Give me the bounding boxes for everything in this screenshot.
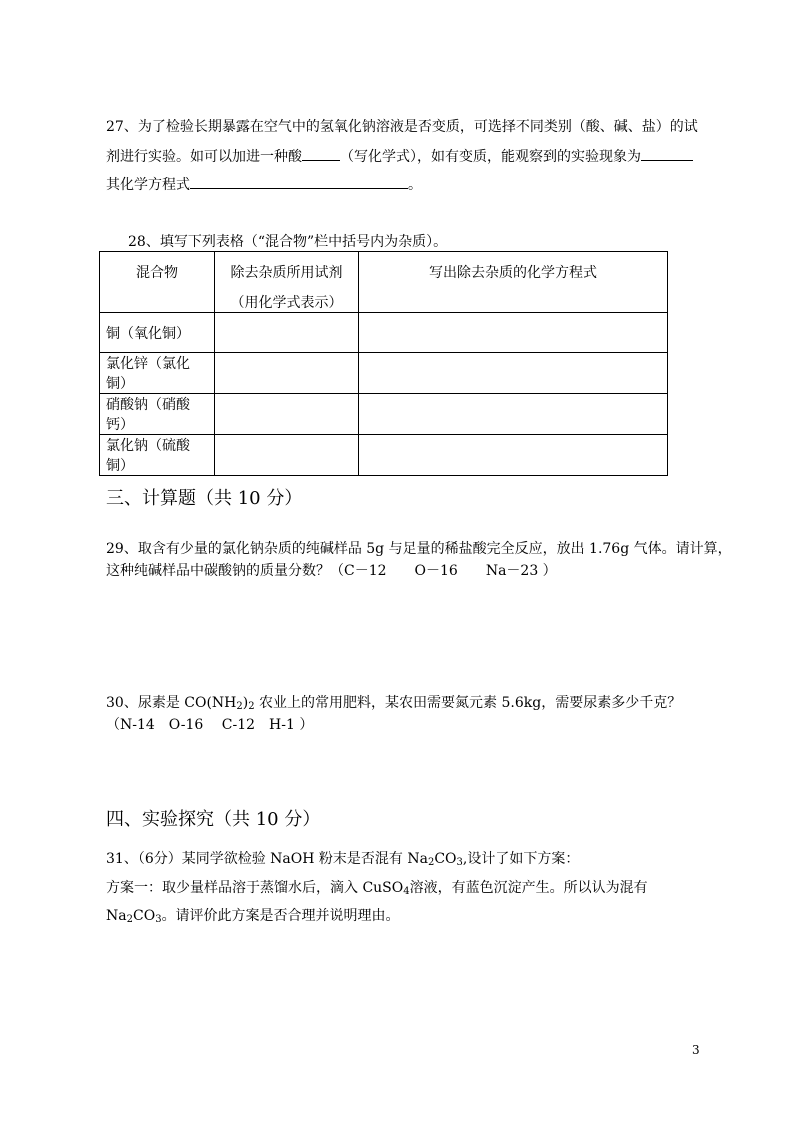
mixture-cell: 氯化锌（氯化铜）	[100, 353, 215, 394]
section-calculation-heading: 三、计算题（共 10 分）	[106, 488, 303, 509]
q27-line2: 剂进行实验。如可以加进一种酸 （写化学式），如有变质，能观察到的实验现象为	[106, 146, 693, 166]
reagent-cell[interactable]	[215, 435, 359, 476]
q29-line2: 这种纯碱样品中碳酸钠的质量分数？（C－12 O－16 Na－23 ）	[106, 563, 557, 579]
q28-title: 28、填写下列表格（“混合物”栏中括号内为杂质）。	[128, 234, 448, 250]
table-header-row	[100, 252, 668, 313]
section-experiment-heading: 四、实验探究（共 10 分）	[106, 809, 321, 830]
acid-formula-blank[interactable]	[302, 146, 340, 161]
q30-line1: 30、尿素是 $CO(NH_2)_2$ 农业上的常用肥料，某农田需要氮元素 5.6kg，需要尿素多少千克？	[106, 695, 682, 712]
equation-blank[interactable]	[190, 174, 408, 189]
equation-cell[interactable]	[359, 435, 668, 476]
header-equation: 写出除去杂质的化学方程式	[359, 252, 668, 313]
header-mixture: 混合物	[100, 252, 215, 313]
reagent-cell[interactable]	[215, 313, 359, 353]
table-row	[100, 435, 668, 476]
equation-cell[interactable]	[359, 313, 668, 353]
equation-cell[interactable]	[359, 353, 668, 394]
equation-cell[interactable]	[359, 394, 668, 435]
q31-line1: 31、（6分）某同学欲检验 NaOH 粉末是否混有 $Na_2CO_3$,设计了如下方案：	[106, 851, 580, 868]
table-row	[100, 353, 668, 394]
mixture-cell: 氯化钠（硫酸铜）	[100, 435, 215, 476]
table-row	[100, 394, 668, 435]
q31-line3: $Na_2CO_3$。请评价此方案是否合理并说明理由。	[106, 908, 400, 925]
header-reagent: 除去杂质所用试剂 （用化学式表示）	[215, 252, 359, 313]
table-row	[100, 313, 668, 353]
page-number: 3	[692, 1043, 700, 1057]
mixture-cell: 铜（氧化铜）	[100, 313, 215, 353]
mixture-cell: 硝酸钠（硝酸钙）	[100, 394, 215, 435]
phenomenon-blank[interactable]	[641, 146, 693, 161]
reagent-cell[interactable]	[215, 353, 359, 394]
reagent-cell[interactable]	[215, 394, 359, 435]
q27-line1: 27、为了检验长期暴露在空气中的氢氧化钠溶液是否变质，可选择不同类别（酸、碱、盐）的试	[106, 119, 698, 135]
q30-line2: （N-14 O-16 C-12 H-1 ）	[106, 717, 314, 733]
q31-line2: 方案一：取少量样品溶于蒸馏水后，滴入 CuSO$_4$溶液，有蓝色沉淀产生。所以认为混有	[106, 880, 648, 897]
q29-line1: 29、取含有少量的氯化钠杂质的纯碱样品 5g 与足量的稀盐酸完全反应，放出 1.76g 气体。请计算，	[106, 541, 732, 557]
mixture-table	[99, 251, 668, 476]
q27-line3: 其化学方程式 。	[106, 174, 422, 194]
